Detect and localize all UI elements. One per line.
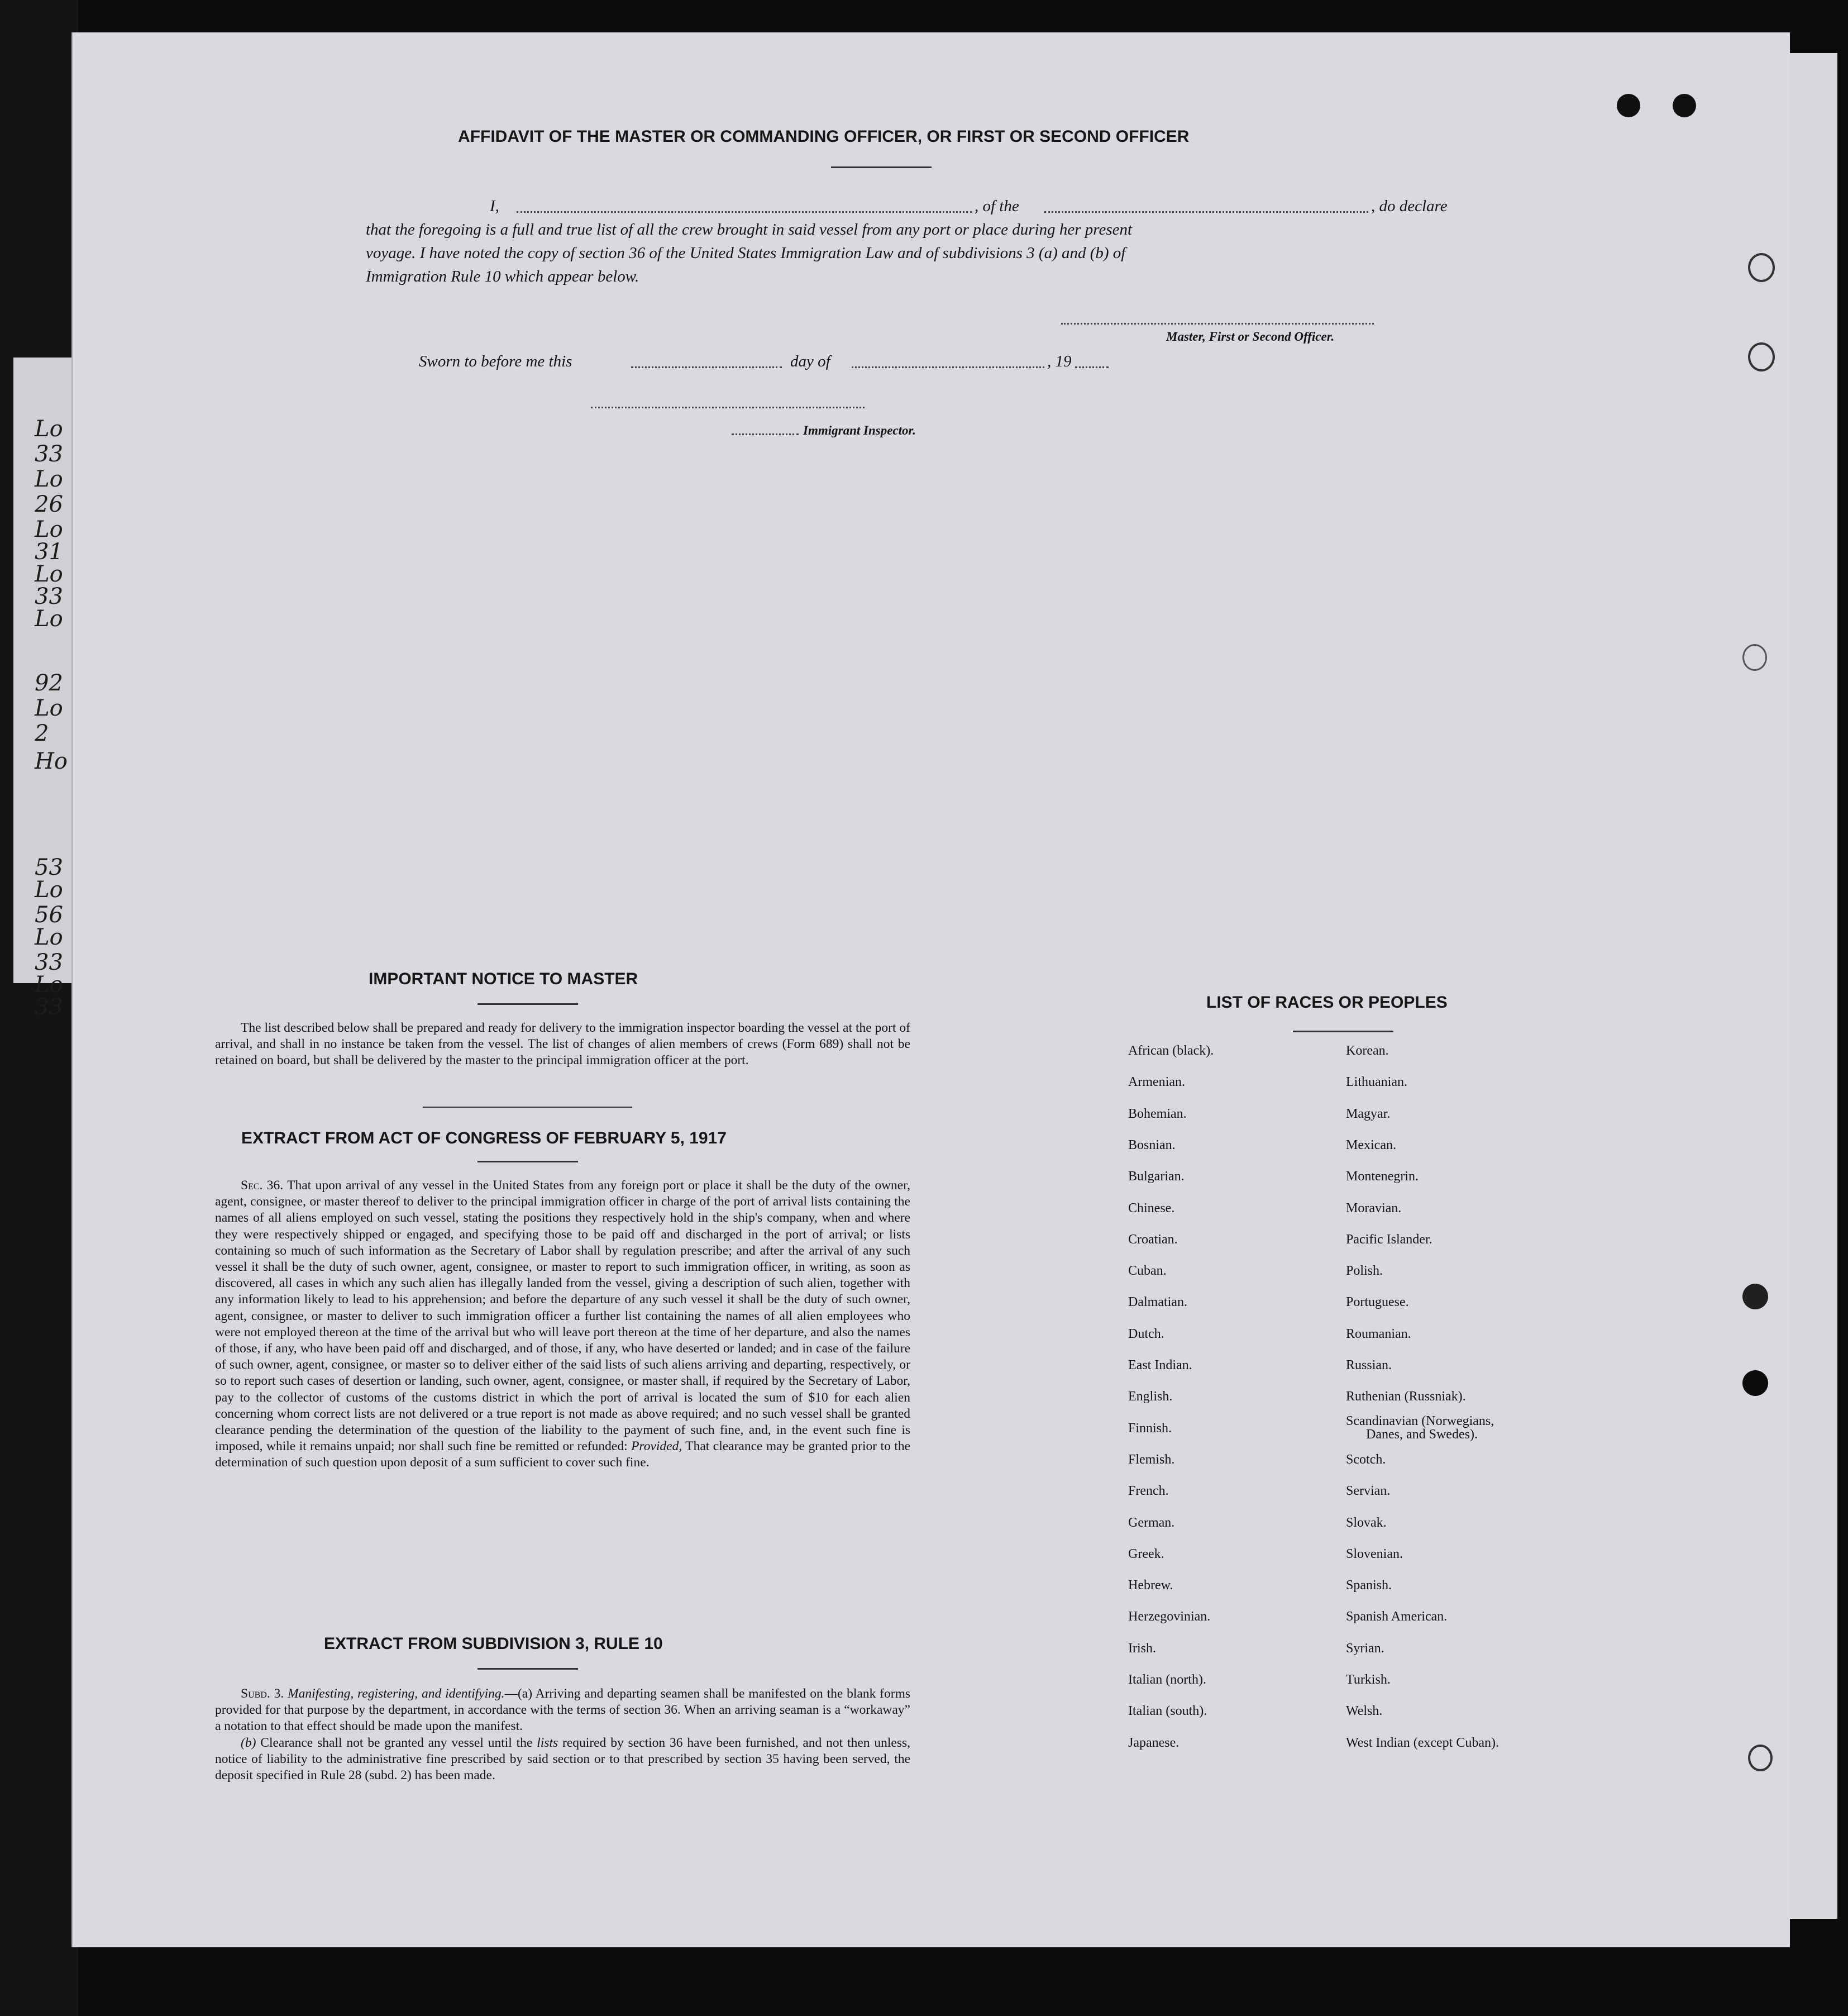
notice-title-rule [477, 1003, 578, 1005]
notice-text [215, 1020, 910, 1069]
affidavit-line-3: voyage. I have noted the copy of section 36 of the United States Immigration Law and of subdivisions 3 (a) and (b) of [366, 244, 1126, 262]
act-title-rule [477, 1161, 578, 1162]
binder-hole [1617, 94, 1640, 117]
race-item: Flemish. [1128, 1452, 1175, 1467]
margin-note: Lo [35, 695, 63, 721]
notice-divider [423, 1107, 632, 1108]
vessel-blank [1044, 211, 1368, 213]
margin-note: Lo [35, 606, 63, 632]
race-item: Russian. [1346, 1358, 1392, 1372]
margin-note: 31 [35, 539, 63, 565]
race-item: Japanese. [1128, 1735, 1180, 1750]
race-item: Slovak. [1346, 1515, 1387, 1530]
act-section-label: Sec. 36. [241, 1178, 284, 1193]
affidavit-declare: , do declare [1371, 197, 1448, 215]
race-item: Syrian. [1346, 1641, 1384, 1656]
name-blank [517, 211, 972, 213]
binder-hole [1748, 1745, 1773, 1771]
margin-note: Lo [35, 877, 63, 903]
rule10-b-text-1: Clearance shall not be granted any vessel until the [260, 1735, 533, 1750]
race-item: Dutch. [1128, 1326, 1164, 1341]
sworn-year: , 19 [1047, 352, 1072, 370]
rule10-b-label: (b) [241, 1735, 256, 1750]
act-paragraph [215, 1178, 910, 1471]
race-item: Herzegovinian. [1128, 1609, 1211, 1624]
margin-note: Lo [35, 561, 63, 587]
races-title-rule [1293, 1031, 1393, 1032]
margin-note: Lo [35, 972, 63, 998]
race-item: Greek. [1128, 1546, 1164, 1561]
rule10-subd-title: Manifesting, registering, and identifying. [288, 1686, 505, 1701]
race-item: German. [1128, 1515, 1175, 1530]
margin-note: Lo [35, 466, 63, 492]
rule10-title: EXTRACT FROM SUBDIVISION 3, RULE 10 [324, 1634, 663, 1653]
title-rule [831, 166, 932, 168]
rule10-b-lists: lists [537, 1735, 558, 1750]
affidavit-title: AFFIDAVIT OF THE MASTER OR COMMANDING OFFICER, OR FIRST OR SECOND OFFICER [458, 127, 1190, 146]
margin-note: Lo [35, 416, 63, 442]
race-item: Scotch. [1346, 1452, 1386, 1467]
race-item: Croatian. [1128, 1232, 1178, 1247]
race-item: East Indian. [1128, 1358, 1192, 1372]
race-item: Korean. [1346, 1043, 1389, 1058]
sworn-line [419, 350, 1257, 378]
margin-note: Lo [35, 924, 63, 950]
rule10-text [215, 1686, 910, 1784]
race-item: English. [1128, 1389, 1173, 1404]
race-item: Spanish American. [1346, 1609, 1448, 1624]
affidavit-of-the: , of the [975, 197, 1019, 215]
rule10-a-label: —(a) [504, 1686, 533, 1701]
race-item: Turkish. [1346, 1672, 1391, 1687]
inspector-label: Immigrant Inspector. [803, 423, 916, 437]
affidavit-line-4: Immigration Rule 10 which appear below. [366, 268, 639, 285]
notice-title: IMPORTANT NOTICE TO MASTER [369, 970, 638, 988]
inspector-signature-line [591, 407, 865, 408]
race-item: West Indian (except Cuban). [1346, 1735, 1499, 1750]
race-item: Portuguese. [1346, 1295, 1409, 1310]
document-page [71, 32, 1790, 1947]
race-item: Servian. [1346, 1484, 1391, 1499]
race-item: Magyar. [1346, 1106, 1391, 1121]
rule10-paragraph-a [215, 1686, 910, 1735]
binder-hole [1748, 253, 1775, 282]
act-body-end: That clearance may be granted prior to the determination of such question upon deposit of a sum sufficient to cover such fine. [215, 1439, 911, 1470]
affidavit-i: I, [490, 197, 499, 215]
binder-hole [1673, 94, 1696, 117]
year-blank [1075, 366, 1109, 368]
race-item: Hebrew. [1128, 1578, 1173, 1593]
notice-paragraph: The list described below shall be prepared and ready for delivery to the immigration inspector boarding the vessel at the port of arrival, and shall in no instance be taken from the vessel. The list of changes of alien members of crews (Form 689) shall not be retained on board, but shall be delivered by the master to the principal immigration officer at the port. [215, 1021, 910, 1068]
race-item: Bohemian. [1128, 1106, 1187, 1121]
races-title: LIST OF RACES OR PEOPLES [1206, 993, 1448, 1012]
race-item: Finnish. [1128, 1421, 1172, 1436]
race-item: Pacific Islander. [1346, 1232, 1432, 1247]
rule10-b-text-2: required by section 36 have been furnished, and not then unless, notice of liability to the administrative fine prescribed by said section or to that prescribed by section 35 having been served, the deposit specified in Rule 28 (subd. 2) has been made. [215, 1735, 911, 1783]
next-page-edge [1784, 53, 1837, 1919]
race-item: Montenegrin. [1346, 1169, 1419, 1184]
race-item: Chinese. [1128, 1200, 1175, 1216]
race-item: Italian (south). [1128, 1704, 1207, 1719]
race-item: Spanish. [1346, 1578, 1392, 1593]
margin-note: 56 [35, 902, 63, 928]
margin-note: 53 [35, 855, 63, 880]
race-item: Slovenian. [1346, 1546, 1403, 1561]
race-item: Roumanian. [1346, 1326, 1411, 1341]
margin-note: 33 [35, 950, 63, 975]
act-title: EXTRACT FROM ACT OF CONGRESS OF FEBRUARY 5, 1917 [241, 1129, 727, 1147]
binder-hole [1748, 342, 1775, 371]
margin-note: 33 [35, 441, 63, 467]
master-signature-line [1061, 323, 1374, 325]
race-item: Welsh. [1346, 1704, 1383, 1719]
binder-hole [1742, 644, 1767, 671]
race-item: Dalmatian. [1128, 1295, 1187, 1310]
margin-note: Ho [35, 749, 68, 774]
rule10-paragraph-b [215, 1735, 910, 1784]
day-blank [631, 366, 782, 368]
race-item: Mexican. [1346, 1137, 1396, 1152]
rule10-a-text: Arriving and departing seamen shall be manifested on the blank forms provided for that purpose by the department, in accordance with the terms of section 36. When an arriving seaman is a “workaway” a notation to that effect should be made upon the manifest. [215, 1686, 910, 1734]
margin-note: 2 [35, 721, 49, 746]
act-body: That upon arrival of any vessel in the United States from any foreign port or place it shall be the duty of the owner, agent, consignee, or master thereof to deliver to the principal immigration officer in charge of the port of arrival lists containing the names of all aliens employed on such vessel, stating the positions they respectively hold in the ship's company, when and where they were respectively shipped or engaged, and specifying those to be paid off and discharged in the port of arrival; or lists containing so much of such information as the Secretary of Labor shall by regulation prescribe; and after the arrival of any such vessel it shall be the duty of such owner, agent, consignee, or master to report to such immigration officer, in writing, as soon as discovered, all cases in which any such alien has illegally landed from the vessel, giving a description of such alien, together with any information likely to lead to his apprehension; and before the departure of any such vessel it shall be the duty of such owner, agent, consignee, or master to deliver to such immigration officer a further list containing the names of all alien employees who were not employed thereon at the time of the arrival but who will leave port thereon at the time of her departure, and also the names of those, if any, who have been paid off and discharged, and of those, if any, who have deserted or landed; and in case of the failure of such owner, agent, consignee, or master so to deliver either of the said lists of such aliens arriving and departing, respectively, or so to report such cases of desertion or landing, such owner, agent, consignee, or master shall, if required by the Secretary of Labor, pay to the collector of customs of the customs district in which the port of arrival is located the sum of $10 for each alien concerning whom correct lists are not delivered or a true report is not made as above required; and no such vessel shall be granted clearance pending the determination of the question of the liability to the payment of such fine, and, in the event such fine is imposed, while it remains unpaid; nor shall such fine be remitted or refunded: [215, 1178, 910, 1454]
race-item: Polish. [1346, 1264, 1383, 1279]
race-item: French. [1128, 1484, 1169, 1499]
binder-hole [1742, 1284, 1768, 1309]
race-item: Moravian. [1346, 1200, 1402, 1216]
race-item: Lithuanian. [1346, 1075, 1407, 1090]
master-signature-label: Master, First or Second Officer. [1166, 330, 1335, 344]
race-item: African (black). [1128, 1043, 1214, 1058]
binder-hole [1742, 1370, 1768, 1396]
race-item: Scandinavian (Norwegians, Danes, and Swedes). [1346, 1413, 1494, 1442]
race-item: Bosnian. [1128, 1137, 1176, 1152]
act-provided: Provided, [631, 1439, 682, 1454]
race-item: Ruthenian (Russniak). [1346, 1389, 1466, 1404]
act-text [215, 1178, 910, 1471]
race-item: Bulgarian. [1128, 1169, 1185, 1184]
sworn-prefix: Sworn to before me this [419, 352, 572, 370]
month-blank [852, 366, 1044, 368]
race-item: Cuban. [1128, 1264, 1167, 1279]
margin-note: 92 [35, 670, 63, 696]
sworn-day-of: day of [790, 352, 830, 370]
race-item: Irish. [1128, 1641, 1156, 1656]
margin-note: 33 [35, 584, 63, 609]
race-item: Italian (north). [1128, 1672, 1206, 1687]
margin-note: 26 [35, 492, 63, 517]
affidavit-line-2: that the foregoing is a full and true list of all the crew brought in said vessel from any port or place during her present [366, 221, 1133, 239]
rule10-title-rule [477, 1668, 578, 1670]
rule10-subd-label: Subd. 3. [241, 1686, 284, 1701]
race-item: Armenian. [1128, 1075, 1185, 1090]
margin-note: 33 [35, 994, 63, 1020]
inspector-signature-line-2 [732, 433, 799, 435]
margin-note: Lo [35, 517, 63, 542]
